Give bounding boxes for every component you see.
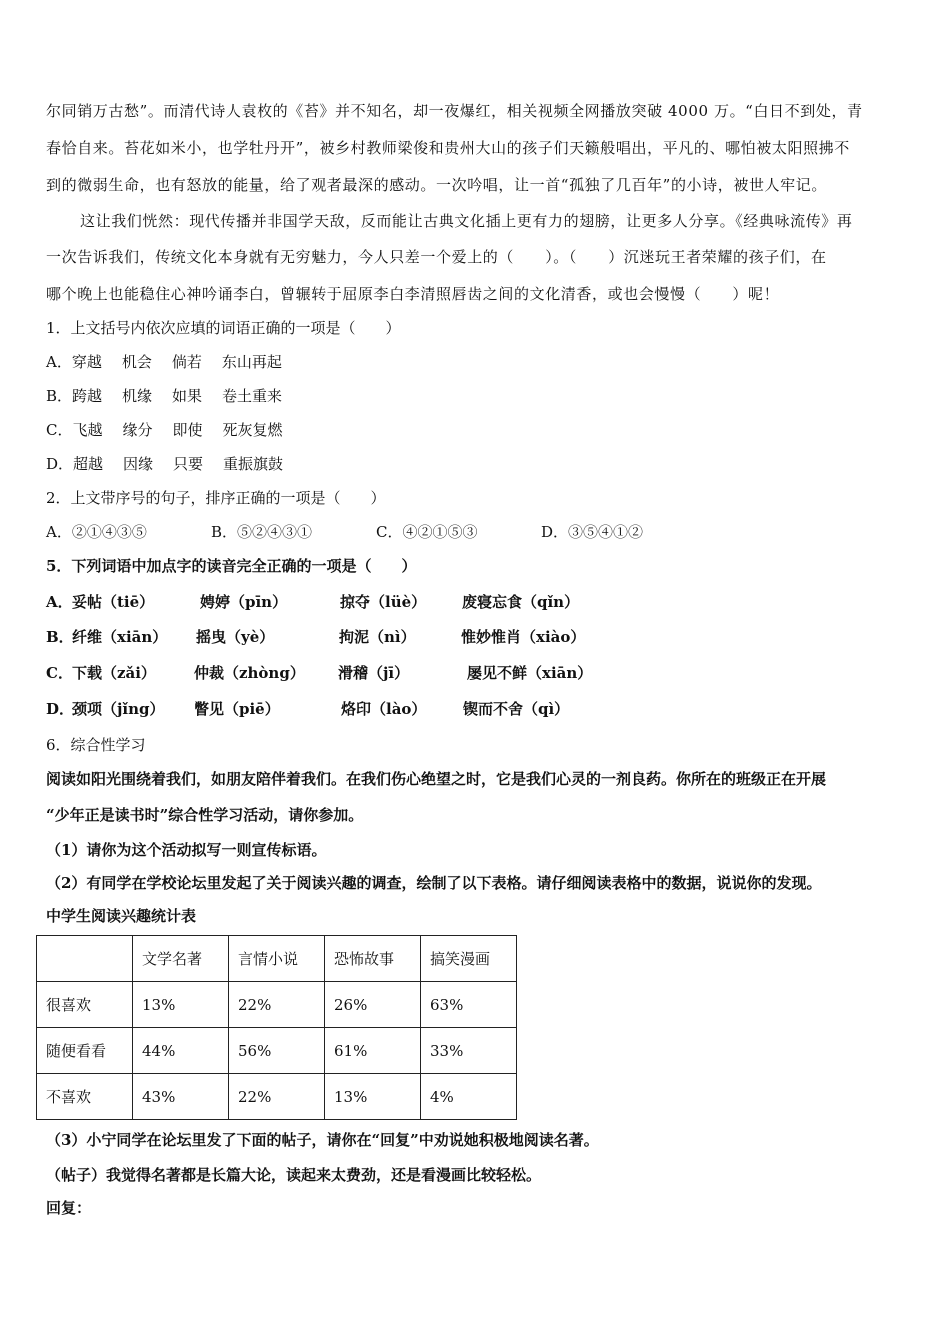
q2-option-a[interactable]: A．②①④③⑤ [46, 523, 147, 541]
option-item: 废寝忘食（qǐn） [462, 593, 580, 611]
passage-line: 尔同销万古愁”。而清代诗人袁枚的《苔》并不知名，却一夜爆红，相关视频全网播放突破 4000 万。“白日不到处，青 [46, 102, 863, 120]
option-item: 颈项（jǐng） [72, 700, 165, 718]
option-item: 下载（zǎi） [72, 664, 156, 682]
table-cell: 61% [325, 1028, 421, 1074]
q1-option-c[interactable] [46, 420, 283, 440]
table-cell: 33% [421, 1028, 517, 1074]
table-header-cell [37, 936, 133, 982]
option-word: 即使 [172, 421, 203, 439]
option-item: 纤维（xiān） [72, 628, 168, 646]
option-word: 倘若 [171, 353, 202, 371]
q5-option-c[interactable] [46, 663, 592, 683]
q5-option-d[interactable] [46, 699, 569, 719]
q6-sub3: （3）小宁同学在论坛里发了下面的帖子，请你在“回复”中劝说她积极地阅读名著。 [46, 1131, 599, 1149]
option-item: 掠夺（lüè） [340, 593, 427, 611]
reply-label: 回复： [46, 1199, 92, 1217]
option-item: 仲裁（zhòng） [194, 664, 305, 682]
option-word: 缘分 [122, 421, 153, 439]
option-word: 卷土重来 [222, 387, 283, 405]
table-row [37, 1028, 517, 1074]
q1-stem: 1．上文括号内依次应填的词语正确的一项是（ ） [46, 319, 401, 337]
table-cell: 22% [229, 1074, 325, 1120]
option-item: 惟妙惟肖（xiào） [461, 628, 586, 646]
q6-intro-line: “少年正是读书时”综合性学习活动，请你参加。 [46, 806, 364, 824]
option-label: D． [46, 455, 74, 473]
q5-option-b[interactable] [46, 627, 585, 647]
option-word: 超越 [73, 455, 104, 473]
option-item: 烙印（lào） [341, 700, 427, 718]
q6-intro-line: 阅读如阳光围绕着我们，如朋友陪伴着我们。在我们伤心绝望之时，它是我们心灵的一剂良药。你所在的班级正在开展 [46, 770, 827, 788]
q5-option-a[interactable] [46, 592, 579, 612]
option-label: C． [46, 664, 73, 682]
q2-option-b[interactable]: B．⑤②④③① [211, 523, 313, 541]
option-word: 机缘 [122, 387, 153, 405]
table-cell: 43% [133, 1074, 229, 1120]
option-label: B． [46, 387, 73, 405]
table-cell: 63% [421, 982, 517, 1028]
table-header-cell: 恐怖故事 [325, 936, 421, 982]
passage-line: 一次告诉我们，传统文化本身就有无穷魅力，今人只差一个爱上的（ ）。（ ）沉迷玩王者荣耀的孩子们，在 [46, 248, 827, 266]
option-item: 锲而不舍（qì） [463, 700, 570, 718]
table-cell: 44% [133, 1028, 229, 1074]
table-row [37, 982, 517, 1028]
option-word: 穿越 [71, 353, 102, 371]
option-item: 娉婷（pīn） [200, 593, 288, 611]
option-label: A． [46, 353, 72, 371]
q1-option-d[interactable] [46, 454, 283, 474]
q1-option-b[interactable] [46, 386, 282, 406]
table-header-cell: 文学名著 [133, 936, 229, 982]
q1-option-a[interactable] [46, 352, 282, 372]
option-word: 如果 [172, 387, 203, 405]
q6-title: 6．综合性学习 [46, 736, 146, 754]
table-cell: 随便看看 [37, 1028, 133, 1074]
table-cell: 13% [325, 1074, 421, 1120]
table-title: 中学生阅读兴趣统计表 [46, 907, 197, 925]
passage-line: 哪个晚上也能稳住心神吟诵李白，曾辗转于屈原李白李清照唇齿之间的文化清香，或也会慢慢（ ）呢！ [46, 285, 780, 303]
q2-options [46, 522, 643, 542]
option-item: 屡见不鲜（xiān） [467, 664, 593, 682]
table-cell: 4% [421, 1074, 517, 1120]
option-item: 瞥见（piē） [194, 700, 280, 718]
table-cell: 很喜欢 [37, 982, 133, 1028]
q2-option-d[interactable]: D．③⑤④①② [541, 523, 644, 541]
option-word: 重振旗鼓 [223, 455, 284, 473]
option-item: 拘泥（nì） [339, 628, 416, 646]
q6-sub1: （1）请你为这个活动拟写一则宣传标语。 [46, 841, 327, 859]
table-header-cell: 搞笑漫画 [421, 936, 517, 982]
option-word: 飞越 [72, 421, 103, 439]
option-label: B． [46, 628, 74, 646]
option-word: 机会 [121, 353, 152, 371]
option-word: 只要 [173, 455, 204, 473]
passage-line: 到的微弱生命，也有怒放的能量，给了观者最深的感动。一次吟唱，让一首“孤独了几百年”的小诗，被世人牢记。 [46, 176, 827, 194]
option-word: 死灰复燃 [222, 421, 283, 439]
table-cell: 26% [325, 982, 421, 1028]
table-cell: 56% [229, 1028, 325, 1074]
table-header-cell: 言情小说 [229, 936, 325, 982]
reading-interest-table [36, 935, 517, 1120]
option-label: D． [46, 700, 75, 718]
passage-line: 春恰自来。苔花如米小，也学牡丹开”，被乡村教师梁俊和贵州大山的孩子们天籁般唱出，平凡的、哪怕被太阳照拂不 [46, 139, 850, 157]
table-cell: 13% [133, 982, 229, 1028]
option-item: 摇曳（yè） [196, 628, 275, 646]
q2-option-c[interactable]: C．④②①⑤③ [376, 523, 478, 541]
q6-sub2: （2）有同学在学校论坛里发起了关于阅读兴趣的调查，绘制了以下表格。请仔细阅读表格中的数据，说说你的发现。 [46, 874, 822, 892]
option-word: 跨越 [72, 387, 103, 405]
option-item: 妥帖（tiē） [72, 593, 155, 611]
option-item: 滑稽（jī） [338, 664, 410, 682]
option-word: 因缘 [123, 455, 154, 473]
table-header-row [37, 936, 517, 982]
table-row [37, 1074, 517, 1120]
table-cell: 22% [229, 982, 325, 1028]
q2-stem: 2．上文带序号的句子，排序正确的一项是（ ） [46, 489, 386, 507]
option-label: C． [46, 421, 73, 439]
q5-stem: 5．下列词语中加点字的读音完全正确的一项是（ ） [46, 557, 417, 575]
option-label: A． [46, 593, 73, 611]
option-word: 东山再起 [221, 353, 282, 371]
table-cell: 不喜欢 [37, 1074, 133, 1120]
forum-post: （帖子）我觉得名著都是长篇大论，读起来太费劲，还是看漫画比较轻松。 [46, 1166, 542, 1184]
passage-line: 这让我们恍然：现代传播并非国学天敌，反而能让古典文化插上更有力的翅膀，让更多人分享。《经典咏流传》再 [80, 212, 853, 230]
